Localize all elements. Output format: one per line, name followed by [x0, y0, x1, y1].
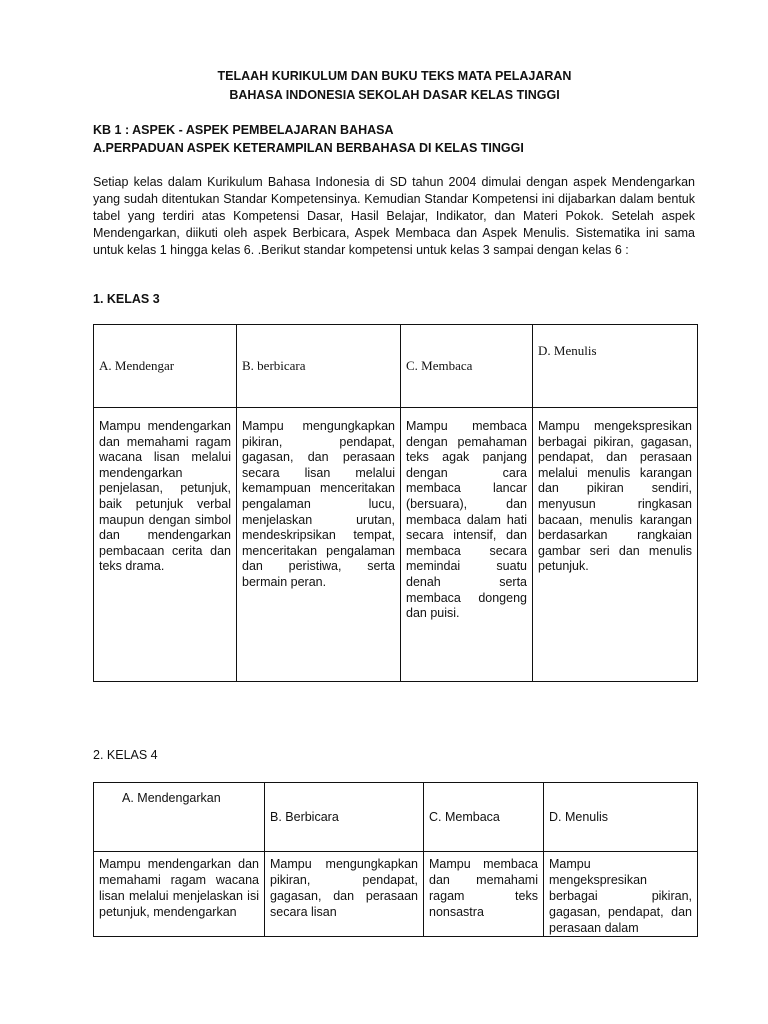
cell-mendengarkan: Mampu mendengarkan dan memahami ragam wacana lisan melalui menjelaskan isi petunjuk, mendengarkan — [94, 852, 265, 937]
document-title-line-1: TELAAH KURIKULUM DAN BUKU TEKS MATA PELAJARAN — [217, 69, 572, 83]
table-header-row — [94, 783, 698, 852]
cell-menulis: Mampu mengekspresikan berbagai pikiran, gagasan, pendapat, dan perasaan melalui menulis karangan dan pikiran sendiri, menyusun ringkasan bacaan, menulis karangan berdasarkan rangkaian gambar seri dan menulis petunjuk. — [533, 408, 698, 682]
cell-menulis: Mampu mengekspresikan berbagai pikiran, gagasan, pendapat, dan perasaan dalam — [544, 852, 698, 937]
section-label-kelas-3: 1. KELAS 3 — [93, 292, 160, 306]
table-row — [94, 408, 698, 682]
header-cell-berbicara: B. berbicara — [237, 325, 401, 408]
header-cell-mendengar: A. Mendengar — [94, 325, 237, 408]
intro-paragraph: Setiap kelas dalam Kurikulum Bahasa Indonesia di SD tahun 2004 dimulai dengan aspek Mendengarkan yang sudah ditentukan Standar Kompetensinya. Kemudian Standar Kompetensi ini dijabarkan dalam bentuk tabel yang terdiri atas Kompetensi Dasar, Hasil Belajar, Indikator, dan Materi Pokok. Setelah aspek Mendengarkan, diikuti oleh aspek Berbicara, Aspek Membaca dan Aspek Menulis. Sistematika ini sama untuk kelas 1 hingga kelas 6. .Berikut standar kompetensi untuk kelas 3 sampai dengan kelas 6 : — [93, 175, 695, 257]
document-title-line-2: BAHASA INDONESIA SEKOLAH DASAR KELAS TINGGI — [229, 88, 560, 102]
kelas-3-table — [93, 324, 698, 682]
header-cell-menulis: D. Menulis — [544, 783, 698, 852]
cell-berbicara: Mampu mengungkapkan pikiran, pendapat, gagasan, dan perasaan secara lisan — [265, 852, 424, 937]
cell-berbicara: Mampu mengungkapkan pikiran, pendapat, gagasan, dan perasaan secara lisan melalui kemampuan menceritakan pengalaman lucu, menjelaskan urutan, mendeskripsikan tempat, menceritakan pengalaman dan peristiwa, serta bermain peran. — [237, 408, 401, 682]
header-cell-menulis: D. Menulis — [533, 325, 698, 408]
header-cell-berbicara: B. Berbicara — [265, 783, 424, 852]
section-heading-kb1: KB 1 : ASPEK - ASPEK PEMBELAJARAN BAHASA — [93, 123, 394, 137]
section-heading-perpaduan: A.PERPADUAN ASPEK KETERAMPILAN BERBAHASA DI KELAS TINGGI — [93, 141, 524, 155]
cell-membaca: Mampu membaca dengan pemahaman teks agak panjang dengan cara membaca lancar (bersuara), dan membaca dalam hati secara intensif, dan membaca secara memindai suatu denah serta membaca dongeng dan puisi. — [401, 408, 533, 682]
header-cell-mendengarkan: A. Mendengarkan — [94, 783, 265, 852]
section-label-kelas-4: 2. KELAS 4 — [93, 748, 158, 762]
cell-membaca: Mampu membaca dan memahami ragam teks nonsastra — [424, 852, 544, 937]
cell-mendengar: Mampu mendengarkan dan memahami ragam wacana lisan melalui mendengarkan penjelasan, petunjuk, baik petunjuk verbal maupun dengan simbol dan mendengarkan pembacaan cerita dan teks drama. — [94, 408, 237, 682]
table-header-row — [94, 325, 698, 408]
kelas-4-table — [93, 782, 698, 937]
header-cell-membaca: C. Membaca — [424, 783, 544, 852]
table-row — [94, 852, 698, 937]
header-cell-membaca: C. Membaca — [401, 325, 533, 408]
